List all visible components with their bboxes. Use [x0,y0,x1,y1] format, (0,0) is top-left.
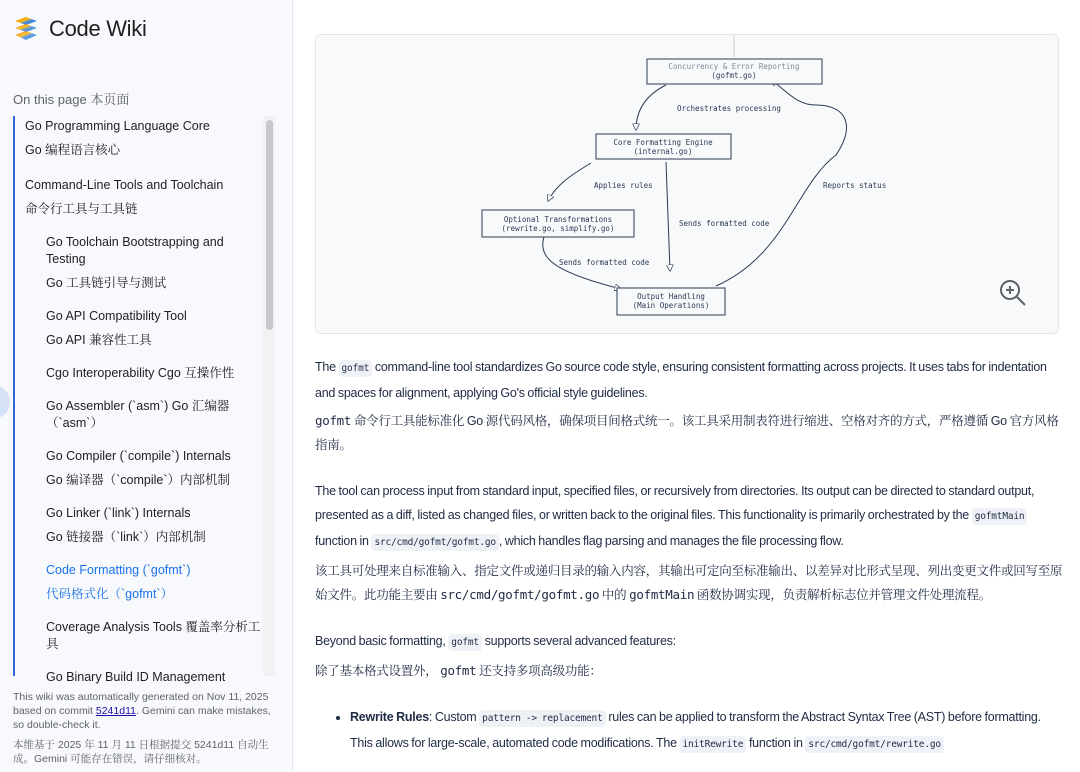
table-of-contents [13,116,263,684]
paragraph-intro: The gofmt command-line tool standardizes Go source code style, ensuring consistent formatting across projects. It uses tabs for indentation and spaces for alignment, applying Go's official style guidelines. [315,360,1047,400]
logo[interactable] [13,16,147,42]
sidebar [0,0,293,771]
sidebar-footer [13,690,283,772]
toc-item-label: Cgo Interoperability Cgo 互操作性 [46,366,235,380]
toc-item-label: Go Binary Build ID Management [46,670,226,684]
commit-link[interactable]: 5241d11 [95,705,136,717]
toc-item-label-zh: Go 链接器（`link`）内部机制 [46,530,206,544]
toc-item-label-zh: Go 工具链引导与测试 [46,276,167,290]
toc-item[interactable] [15,177,263,218]
architecture-diagram [315,34,1059,334]
toc-item-label: Command-Line Tools and Toolchain [25,178,224,192]
toc-item-label: Go Toolchain Bootstrapping and Testing [46,235,224,266]
list-item-rewrite-rules: • Rewrite Rules: Custom pattern -> replacement rules can be applied to transform the Abstract Syntax Tree (AST) before formatting. This allows for large-scale, automated code modifications. The initRewrite function in src/cmd/gofmt/rewrite.go [350,705,1063,757]
svg-text:(gofmt.go): (gofmt.go) [711,71,757,80]
svg-text:(internal.go): (internal.go) [633,147,693,156]
toc-item-label: Code Formatting (`gofmt`) [46,563,191,577]
toc-item-label: Go API Compatibility Tool [46,309,187,323]
toc-scrollbar-thumb[interactable] [266,120,273,330]
diagram-node-concurrency [647,59,822,84]
toc-item[interactable] [15,365,263,382]
article-body [315,355,1063,757]
on-this-page-heading: On this page 本页面 [13,92,130,107]
paragraph-io-zh: 该工具可处理来自标准输入、指定文件或递归目录的输入内容，其输出可定向至标准输出、以差异对比形式呈现、列出变更文件或回写至原始文件。此功能主要由 src/cmd/gofmt/gofmt.go 中的 gofmtMain 函数协调实现，负责解析标志位并管理文件处理流程。 [315,564,1063,602]
svg-text:Optional Transformations: Optional Transformations [503,215,613,224]
feature-list [315,705,1063,757]
edge-label-sends-optional: Sends formatted code [559,258,650,267]
app-title: Code Wiki [49,16,147,41]
diagram-node-core [596,134,731,159]
toc-item-label: Go Assembler (`asm`) Go 汇编器（`asm`） [46,399,230,430]
diagram-node-output [617,288,725,315]
toc-item[interactable] [15,669,263,686]
toc-item[interactable] [15,308,263,349]
footer-text: This wiki was automatically generated on Nov 11, 2025 based on commit [13,691,269,717]
toc-item-label: Coverage Analysis Tools 覆盖率分析工具 [46,620,261,651]
diagram-node-optional [482,210,634,237]
svg-text:Concurrency & Error Reporting: Concurrency & Error Reporting [668,62,800,71]
toc-item[interactable] [15,562,263,603]
toc-item-label-zh: 命令行工具与工具链 [25,202,138,216]
footer-text-zh: 本维基于 2025 年 11 月 11 日根据提交 5241d11 自动生成。Gemini 可能存在错误，请仔细核对。 [13,739,269,765]
toc-item-label-zh: Go API 兼容性工具 [46,333,152,347]
edge-label-applies: Applies rules [594,181,653,190]
floating-button[interactable] [0,386,10,418]
toc-item-label: Go Programming Language Core [25,119,210,133]
paragraph-intro-zh: gofmt 命令行工具能标准化 Go 源代码风格，确保项目间格式统一。该工具采用制表符进行缩进、空格对齐的方式，严格遵循 Go 官方风格指南。 [315,413,1059,452]
toc-item-label: Go Linker (`link`) Internals [46,506,191,520]
toc-item[interactable] [15,448,263,489]
svg-text:(rewrite.go, simplify.go): (rewrite.go, simplify.go) [501,224,615,233]
toc-item-label: Go Compiler (`compile`) Internals [46,449,231,463]
svg-text:Core Formatting Engine: Core Formatting Engine [613,138,713,147]
toc-item[interactable] [15,505,263,546]
edge-label-reports: Reports status [823,181,887,190]
paragraph-advanced-zh: 除了基本格式设置外， gofmt 还支持多项高级功能： [315,663,602,678]
toc-item[interactable] [15,116,263,159]
svg-text:Output Handling: Output Handling [637,292,705,301]
svg-text:(Main Operations): (Main Operations) [632,301,710,310]
edge-label-orchestrates: Orchestrates processing [677,104,781,113]
toc-item[interactable] [15,619,263,653]
toc-item-label-zh: Go 编程语言核心 [25,143,121,157]
paragraph-io: The tool can process input from standard input, specified files, or recursively from directories. Its output can be directed to standard output, presented as a diff, listed as changed files, or written back to the original files. This functionality is primarily orchestrated by the gofmtMain function in src/cmd/gofmt/gofmt.go , which handles flag parsing and manages the file processing flow. [315,479,1063,555]
footer-text-after: . Gemini can make mistakes, so double-check it. [13,705,271,731]
zoom-in-icon[interactable] [1001,281,1025,305]
toc-item[interactable] [15,398,263,432]
code-wiki-logo-icon [13,16,39,42]
paragraph-advanced: Beyond basic formatting, gofmt supports several advanced features: [315,629,1063,655]
main-content [294,0,1080,771]
toc-item-label-zh: Go 编译器（`compile`）内部机制 [46,473,231,487]
edge-label-sends-direct: Sends formatted code [679,219,770,228]
toc-item-label-zh: 代码格式化（`gofmt`） [46,587,174,601]
toc-item[interactable] [15,234,263,292]
